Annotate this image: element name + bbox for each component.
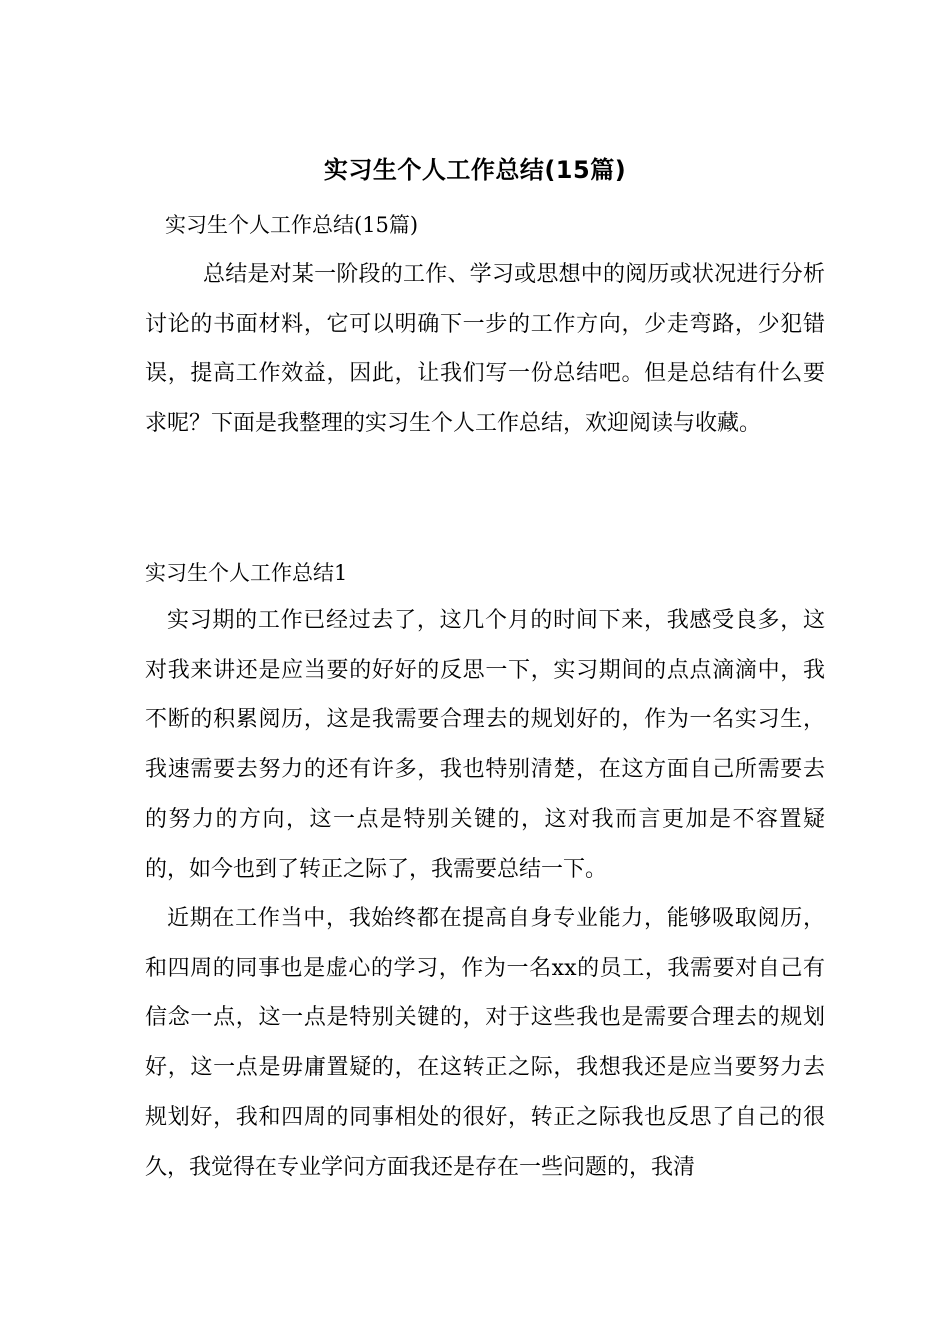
body-paragraph-2: 近期在工作当中，我始终都在提高自身专业能力，能够吸取阅历，和四周的同事也是虚心的学习，作为一名xx的员工，我需要对自己有信念一点，这一点是特别关键的，对于这些我也是需要合理去的规划好，这一点是毋庸置疑的，在这转正之际，我想我还是应当要努力去规划好，我和四周的同事相处的很好，转正之际我也反思了自己的很久，我觉得在专业学问方面我还是存在一些问题的，我清 bbox=[145, 906, 825, 1180]
document-title: 实习生个人工作总结(15篇) bbox=[323, 156, 627, 184]
body-paragraph-1: 实习期的工作已经过去了，这几个月的时间下来，我感受良多，这对我来讲还是应当要的好好的反思一下，实习期间的点点滴滴中，我不断的积累阅历，这是我需要合理去的规划好的，作为一名实习生，我速需要去努力的还有许多，我也特别清楚，在这方面自己所需要去的努力的方向，这一点是特别关键的，这对我而言更加是不容置疑的，如今也到了转正之际了，我需要总结一下。 bbox=[145, 608, 825, 882]
intro-paragraph: 总结是对某一阶段的工作、学习或思想中的阅历或状况进行分析讨论的书面材料，它可以明确下一步的工作方向，少走弯路，少犯错误，提高工作效益，因此，让我们写一份总结吧。但是总结有什么要求呢？下面是我整理的实习生个人工作总结，欢迎阅读与收藏。 bbox=[145, 262, 825, 437]
section-heading: 实习生个人工作总结1 bbox=[145, 561, 348, 585]
document-subtitle: 实习生个人工作总结(15篇) bbox=[165, 213, 419, 237]
